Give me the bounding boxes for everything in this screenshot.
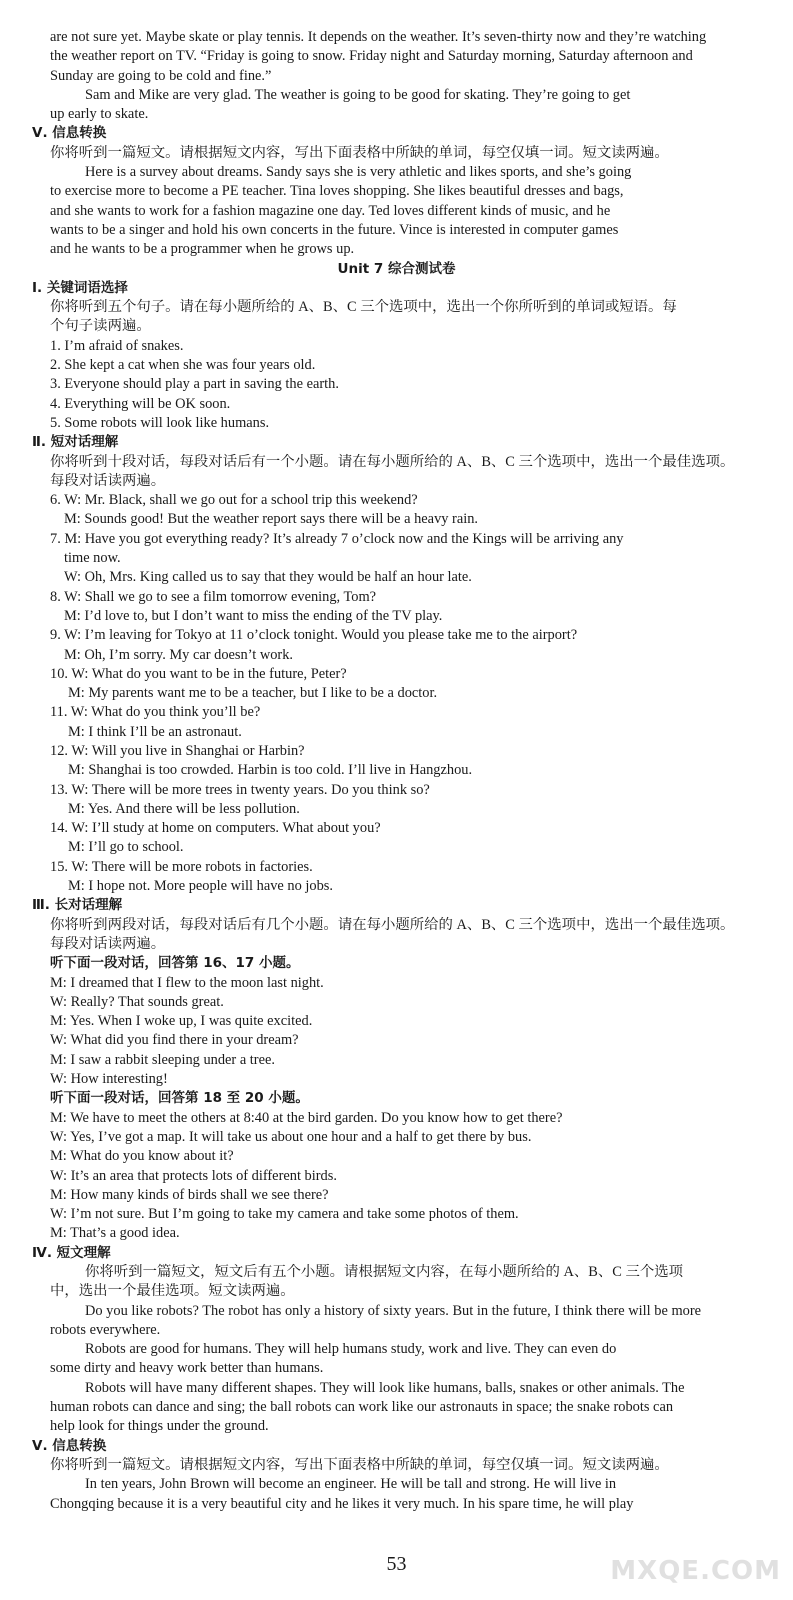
text-line: 1. I’m afraid of snakes. [50,337,184,354]
text-line: Chongqing because it is a very beautiful city and he likes it very much. In his spare time, he will play [50,1495,634,1512]
text-line: 14. W: I’ll study at home on computers. What about you? [50,820,381,837]
text-line: 你将听到五个句子。请在每小题所给的 A、B、C 三个选项中，选出一个你所听到的单词或短语。每 [50,299,677,316]
text-line: 你将听到一篇短文，短文后有五个小题。请根据短文内容，在每小题所给的 A、B、C 三个选项 [85,1264,684,1280]
text-line: 你将听到一篇短文。请根据短文内容，写出下面表格中所缺的单词，每空仅填一词。短文读两遍。 [50,144,669,161]
text-line: human robots can dance and sing; the ball robots can work like our astronauts in space; the snake robots can [50,1399,674,1416]
text-line: the weather report on TV. “Friday is going to snow. Friday night and Saturday morning, Saturday afternoon and [50,48,693,65]
text-line: 你将听到十段对话，每段对话后有一个小题。请在每小题所给的 A、B、C 三个选项中，选出一个最佳选项。 [50,453,735,470]
text-line: 你将听到两段对话，每段对话后有几个小题。请在每小题所给的 A、B、C 三个选项中，选出一个最佳选项。 [50,916,735,933]
text-line: Robots will have many different shapes. They will look like humans, balls, snakes or other animals. The [85,1379,685,1396]
text-line: W: Yes, I’ve got a map. It will take us about one hour and a half to get there by bus. [50,1128,532,1145]
text-line: W: What did you find there in your dream? [50,1032,299,1049]
text-line: 12. W: Will you live in Shanghai or Harbin? [50,742,305,759]
watermark: MXQE.COM [610,1556,781,1586]
section-heading: Ⅲ. 长对话理解 [32,897,123,914]
text-line: M: Shanghai is too crowded. Harbin is too cold. I’ll live in Hangzhou. [68,762,473,779]
text-line: 7. M: Have you got everything ready? It’s already 7 o’clock now and the Kings will be arriving any [50,530,624,547]
section-heading: Ⅴ. 信息转换 [32,125,107,142]
section-heading: Ⅱ. 短对话理解 [32,434,119,451]
text-line: Sunday are going to be cold and fine.” [50,67,272,84]
text-line: robots everywhere. [50,1321,161,1338]
text-line: time now. [64,550,121,567]
text-line: 2. She kept a cat when she was four years old. [50,357,316,374]
text-line: M: What do you know about it? [50,1148,234,1165]
text-line: M: I dreamed that I flew to the moon last night. [50,974,324,991]
text-line: M: Sounds good! But the weather report says there will be a heavy rain. [64,511,479,528]
text-line: M: I hope not. More people will have no jobs. [68,878,333,895]
text-line: are not sure yet. Maybe skate or play tennis. It depends on the weather. It’s seven-thirty now and they’re watching [50,29,707,45]
section-heading: Ⅳ. 短文理解 [32,1244,111,1261]
text-line: 中，选出一个最佳选项。短文读两遍。 [50,1283,295,1300]
text-line: 5. Some robots will look like humans. [50,414,270,431]
text-line: 个句子读两遍。 [50,318,151,335]
text-line: M: I saw a rabbit sleeping under a tree. [50,1051,275,1068]
text-line: 每段对话读两遍。 [50,472,166,489]
text-line: 15. W: There will be more robots in factories. [50,858,313,875]
text-line: M: My parents want me to be a teacher, but I like to be a doctor. [68,685,438,702]
text-line: 10. W: What do you want to be in the future, Peter? [50,665,347,682]
text-line: to exercise more to become a PE teacher. Tina loves shopping. She likes beautiful dresses and bags, [50,183,624,200]
section-heading: Ⅴ. 信息转换 [32,1437,107,1454]
text-line: W: It’s an area that protects lots of different birds. [50,1167,337,1184]
text-line: M: How many kinds of birds shall we see there? [50,1186,329,1203]
text-line: 6. W: Mr. Black, shall we go out for a school trip this weekend? [50,492,418,509]
unit-title: Unit 7 综合测试卷 [337,260,456,277]
text-line: and he wants to be a programmer when he grows up. [50,241,355,258]
text-line: wants to be a singer and hold his own concerts in the future. Vince is interested in computer games [50,221,619,238]
text-line: In ten years, John Brown will become an engineer. He will be tall and strong. He will live in [85,1476,617,1493]
text-line: W: I’m not sure. But I’m going to take my camera and take some photos of them. [50,1206,519,1223]
page-number: 53 [386,1553,407,1575]
text-line: M: That’s a good idea. [50,1225,180,1242]
text-line: M: Yes. And there will be less pollution. [68,800,300,817]
text-line: 13. W: There will be more trees in twenty years. Do you think so? [50,781,430,798]
text-line: 4. Everything will be OK soon. [50,395,231,412]
text-line: W: How interesting! [50,1071,168,1088]
text-line: 你将听到一篇短文。请根据短文内容，写出下面表格中所缺的单词，每空仅填一词。短文读两遍。 [50,1456,669,1473]
text-line: and she wants to work for a fashion magazine one day. Ted loves different kinds of music, and he [50,202,611,219]
text-line: up early to skate. [50,106,149,123]
text-line: some dirty and heavy work better than humans. [50,1360,324,1377]
text-line: 11. W: What do you think you’ll be? [50,704,261,721]
text-line: W: Really? That sounds great. [50,993,224,1010]
text-line: M: Oh, I’m sorry. My car doesn’t work. [64,646,294,663]
section-heading: Ⅰ. 关键词语选择 [32,279,128,296]
text-line: M: Yes. When I woke up, I was quite excited. [50,1013,313,1030]
text-line: M: I think I’ll be an astronaut. [68,723,242,740]
text-line: 9. W: I’m leaving for Tokyo at 11 o’clock tonight. Would you please take me to the airport? [50,627,578,644]
text-line: 8. W: Shall we go to see a film tomorrow evening, Tom? [50,588,377,605]
text-line: Sam and Mike are very glad. The weather is going to be good for skating. They’re going to get [85,86,631,103]
text-line: M: We have to meet the others at 8:40 at the bird garden. Do you know how to get there? [50,1109,563,1126]
text-line: 听下面一段对话，回答第 16、17 小题。 [50,955,300,972]
text-line: Do you like robots? The robot has only a history of sixty years. But in the future, I think there will be more [85,1302,702,1319]
text-line: 3. Everyone should play a part in saving the earth. [50,376,339,393]
text-line: help look for things under the ground. [50,1418,269,1435]
text-line: 每段对话读两遍。 [50,935,166,952]
text-line: W: Oh, Mrs. King called us to say that they would be half an hour late. [64,569,472,586]
text-line: M: I’d love to, but I don’t want to miss the ending of the TV play. [64,607,443,624]
text-line: Robots are good for humans. They will help humans study, work and live. They can even do [85,1341,617,1358]
text-line: Here is a survey about dreams. Sandy says she is very athletic and likes sports, and she’s going [85,164,632,181]
document-body [0,28,793,1514]
text-line: 听下面一段对话，回答第 18 至 20 小题。 [50,1090,309,1107]
text-line: M: I’ll go to school. [68,839,184,856]
